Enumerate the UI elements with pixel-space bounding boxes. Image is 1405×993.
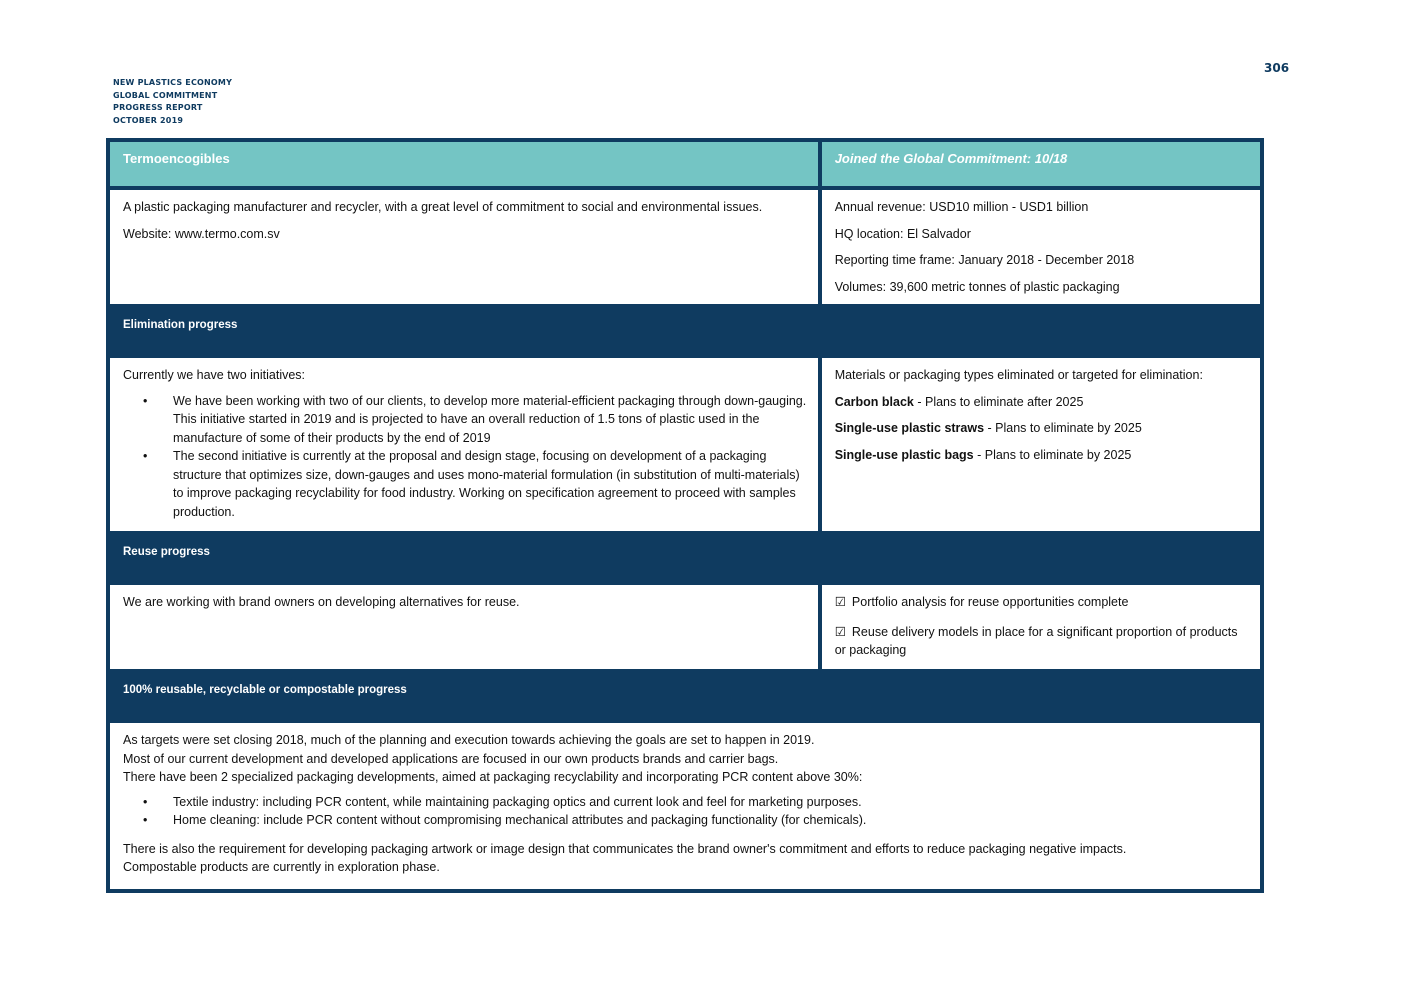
recyclable-heading: 100% reusable, recyclable or compostable progress (108, 671, 1262, 721)
recyclable-line: As targets were set closing 2018, much of the planning and execution towards achieving the goals are set to happen in 2019. (123, 733, 815, 747)
elimination-bullet: • We have been working with two of our clients, to develop more material-efficient packaging through down-gauging. This initiative started in 2019 and is projected to have an overall reduction of 1.5 tons of plastic used in the manufacture of some of their products by the end of 2019 (123, 392, 808, 448)
recyclable-bullet: • Home cleaning: include PCR content without compromising mechanical attributes and packaging functionality (for chemicals). (123, 811, 1250, 830)
company-facts-cell (820, 188, 1262, 306)
material-name: Single-use plastic bags (834, 447, 974, 462)
material-item (835, 419, 1250, 438)
material-detail: - Plans to eliminate by 2025 (984, 421, 1142, 435)
recyclable-closing-block (123, 840, 1250, 877)
company-profile-table (106, 138, 1264, 893)
recyclable-line: There have been 2 specialized packaging developments, aimed at packaging recyclability and incorporating PCR content above 30%: (123, 770, 863, 784)
company-description: A plastic packaging manufacturer and recycler, with a great level of commitment to social and environmental issues. (123, 200, 763, 214)
reuse-text-cell (108, 583, 820, 671)
company-description-cell (108, 188, 820, 306)
hq-location: HQ location: El Salvador (834, 226, 971, 241)
reuse-check-label: Reuse delivery models in place for a significant proportion of products or packaging (834, 624, 1238, 657)
elimination-bullet-list (123, 392, 808, 522)
recyclable-heading-row (108, 671, 1262, 721)
elimination-materials-cell (820, 356, 1262, 533)
recyclable-bullet-list (123, 793, 1250, 830)
reuse-text: We are working with brand owners on developing alternatives for reuse. (123, 595, 520, 609)
elimination-heading: Elimination progress (108, 306, 1262, 356)
recyclable-line: Most of our current development and developed applications are focused in our own products brands and carrier bags. (123, 751, 779, 766)
material-item (835, 393, 1250, 412)
material-name: Carbon black (834, 394, 914, 409)
material-detail: - Plans to eliminate by 2025 (973, 447, 1132, 462)
company-info-row (108, 188, 1262, 306)
volumes: Volumes: 39,600 metric tonnes of plastic packaging (834, 279, 1120, 294)
recyclable-bullet: • Textile industry: including PCR content, while maintaining packaging optics and current look and feel for marketing purposes. (123, 793, 1250, 812)
company-website: Website: www.termo.com.sv (123, 226, 280, 241)
page-number: 306 (1264, 61, 1290, 75)
material-name: Single-use plastic straws (834, 421, 985, 435)
company-name: Termoencogibles (108, 140, 820, 188)
material-detail: - Plans to eliminate after 2025 (913, 394, 1084, 409)
elimination-intro: Currently we have two initiatives: (123, 368, 306, 382)
header-line-commitment: GLOBAL COMMITMENT (113, 90, 218, 100)
joined-date: Joined the Global Commitment: 10/18 (820, 140, 1262, 188)
elimination-initiatives-cell (108, 356, 820, 533)
recyclable-closing-line: Compostable products are currently in exploration phase. (123, 860, 440, 874)
reuse-check-item (835, 593, 1250, 612)
materials-intro: Materials or packaging types eliminated or targeted for elimination: (834, 368, 1203, 382)
header-line-date: OCTOBER 2019 (113, 115, 184, 125)
reuse-check-label: Portfolio analysis for reuse opportunities complete (851, 595, 1129, 609)
reuse-checks-cell (820, 583, 1262, 671)
reporting-time-frame: Reporting time frame: January 2018 - December 2018 (834, 253, 1135, 267)
company-title-row (108, 140, 1262, 188)
material-item (835, 446, 1250, 465)
elimination-row (108, 356, 1262, 533)
recyclable-text-cell (108, 721, 1262, 891)
header-line-report: PROGRESS REPORT (113, 103, 203, 112)
reuse-row (108, 583, 1262, 671)
header-line-program: NEW PLASTICS ECONOMY (113, 78, 233, 87)
reuse-check-item (835, 623, 1250, 660)
recyclable-row (108, 721, 1262, 891)
recyclable-closing-line: There is also the requirement for developing packaging artwork or image design that communicates the brand owner's commitment and efforts to reduce packaging negative impacts. (123, 841, 1127, 856)
annual-revenue: Annual revenue: USD10 million - USD1 billion (834, 200, 1089, 214)
checked-box-icon: ☑ (834, 624, 846, 639)
recyclable-intro-block (123, 731, 1250, 787)
reuse-heading-row (108, 533, 1262, 583)
reuse-heading: Reuse progress (108, 533, 1262, 583)
report-header (113, 77, 232, 127)
checked-box-icon: ☑ (834, 595, 846, 609)
elimination-heading-row (108, 306, 1262, 356)
elimination-bullet: • The second initiative is currently at the proposal and design stage, focusing on development of a packaging structure that optimizes size, down-gauges and uses mono-material formulation (in substitution of multi-materials) to improve packaging recyclability for food industry. Working on specification agreement to proceed with samples production. (123, 447, 808, 521)
